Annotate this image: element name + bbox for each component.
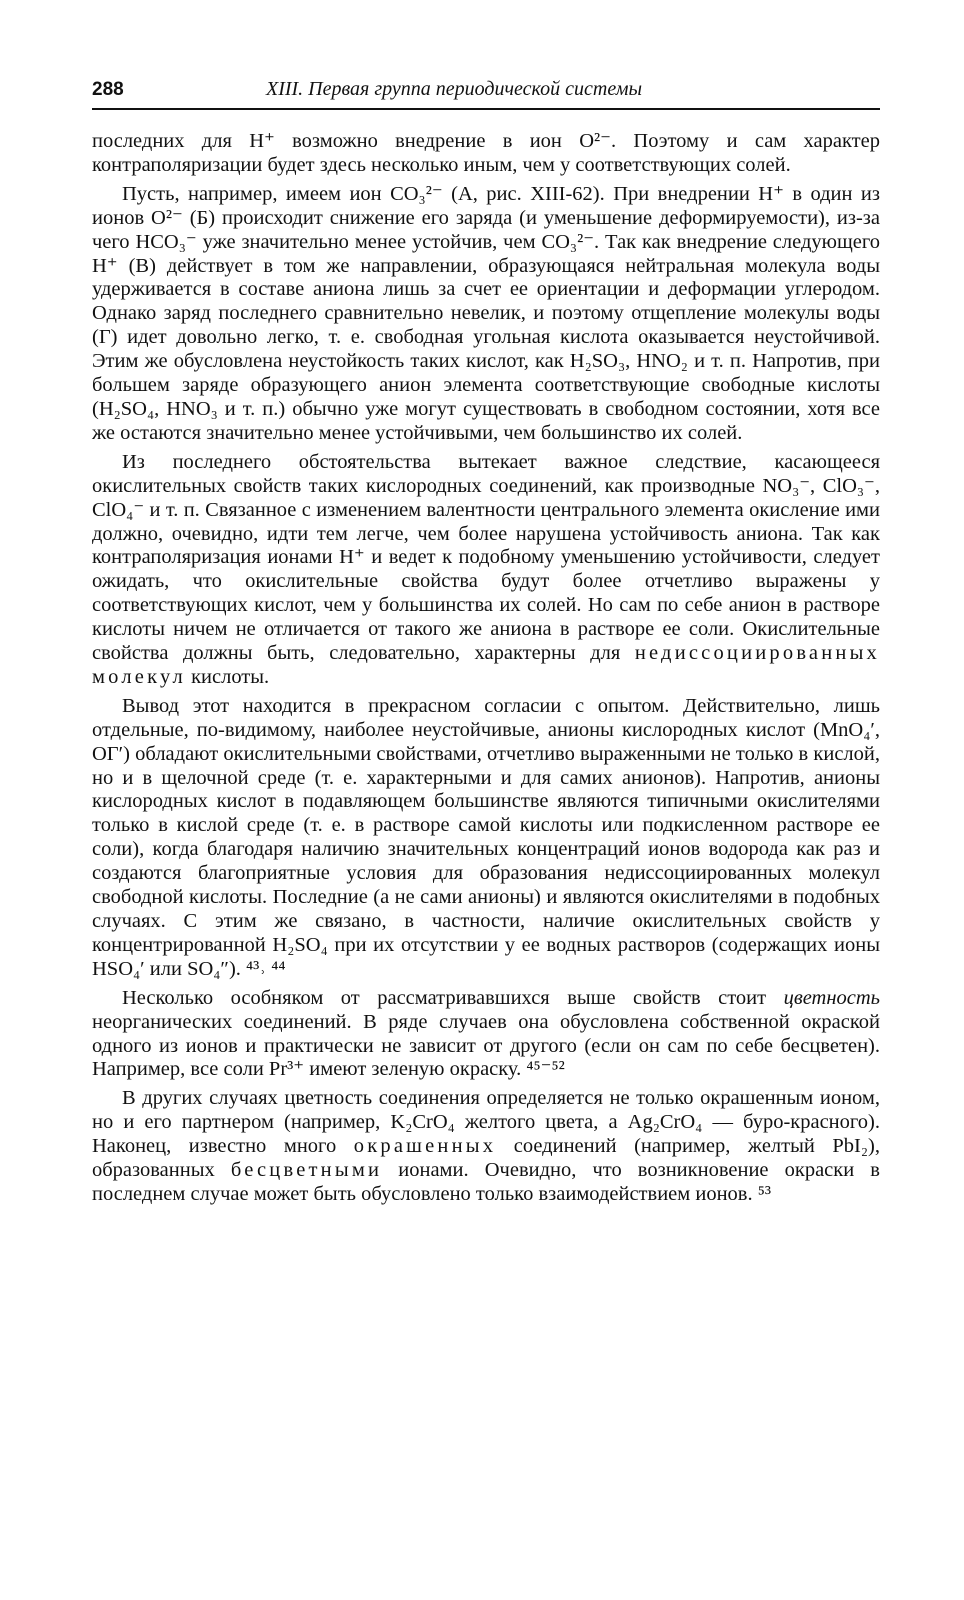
text-segment: Из последнего обстоятельства вытекает важное следствие, касающееся окислительных свойств таких кислородных соединений, как производные NO₃⁻, ClO₃⁻, ClO₄⁻ и т. п. Связанное с изменением валентности центрального элемента окисление ими должно, очевидно, идти тем легче, чем более нарушена устойчивость аниона. Так как контраполяризация ионами H⁺ и ведет к подобному уменьшению устойчивости, следует ожидать, что окислительные свойства будут более отчетливо выражены у соответствующих кислот, чем у большинства их солей. Но сам по себе анион в растворе кислоты ничем не отличается от такого же аниона в растворе ее соли. Окислительные свойства должны быть, следовательно, характерны для [92, 450, 880, 665]
text-segment: последних для H⁺ возможно внедрение в ион O²⁻. Поэтому и сам характер контраполяризации будет здесь несколько иным, чем у соответствующих солей. [92, 130, 880, 176]
paragraph-3 [92, 451, 880, 690]
text-segment: ионами. Очевидно, что возникновение окраски в последнем случае может быть обусловлено только взаимодействием ионов. ⁵³ [92, 1159, 880, 1205]
spaced-emphasis: бесцветными [230, 1159, 383, 1182]
text-segment: Пусть, например, имеем ион CO₃²⁻ (A, рис. XIII-62). При внедрении H⁺ в один из ионов O²⁻ (Б) происходит снижение его заряда (и уменьшение деформируемости), из-за чего HCO₃⁻ уже значительно менее устойчив, чем CO₃²⁻. Так как внедрение следующего H⁺ (В) действует в том же направлении, образующаяся нейтральная молекула воды удерживается в составе аниона лишь за счет ее ориентации и деформации углеродом. Однако заряд последнего сравнительно невелик, и поэтому отщепление молекулы воды (Г) идет довольно легко, т. е. свободная угольная кислота оказывается неустойчивой. Этим же обусловлена неустойкость таких кислот, как H₂SO₃, HNO₂ и т. п. Напротив, при большем заряде образующего анион элемента соответствующие свободные кислоты (H₂SO₄, HNO₃ и т. п.) обычно уже могут существовать в свободном состоянии, хотя все же остаются значительно менее устойчивыми, чем большинство их солей. [92, 182, 880, 444]
text-segment: Несколько особняком от рассматривавшихся выше свойств стоит [122, 986, 784, 1009]
spaced-emphasis: окрашенных [353, 1135, 497, 1158]
text-segment: В других случаях цветность соединения определяется не только окрашенным ионом, но и его партнером (например, K₂CrO₄ желтого цвета, а Ag₂CrO₄ — буро-красного). Наконец, известно много [92, 1087, 880, 1158]
paragraph-1 [92, 130, 880, 178]
page-header [92, 78, 880, 106]
paragraph-4 [92, 695, 880, 982]
paragraph-2 [92, 183, 880, 446]
text-segment: неорганических соединений. В ряде случаев она обусловлена собственной окраской одного из ионов и практически не зависит от другого (если он сам по себе бесцветен). Например, все соли Pr³⁺ имеют зеленую окраску. ⁴⁵⁻⁵² [92, 1010, 880, 1081]
italic-term: цветность [783, 986, 880, 1009]
page-number: 288 [92, 79, 124, 100]
header-rule [92, 108, 880, 110]
text-segment: Вывод этот находится в прекрасном согласии с опытом. Действительно, лишь отдельные, по-видимому, наиболее неустойчивые, анионы кислородных кислот (MnO₄′, OГ′) обладают окислительными свойствами, отчетливо выраженными не только в кислой, но и в щелочной среде (т. е. характерными и для самих анионов). Напротив, анионы кислородных кислот в подавляющем большинстве являются типичными окислителями только в кислой среде (т. е. в растворе самой кислоты или подкисленном растворе ее соли), когда благодаря наличию значительных концентраций ионов водорода как раз и создаются благоприятные условия для образования недиссоциированных молекул свободной кислоты. Последние (а не сами анионы) и являются окислителями в подобных случаях. С этим же связано, в частности, наличие окислительных свойств у концентрированной H₂SO₄ при их отсутствии у ее водных растворов (содержащих ионы HSO₄′ или SO₄″). ⁴³˒ ⁴⁴ [92, 694, 880, 980]
spaced-emphasis: недиссоциированных молекул [92, 642, 880, 688]
paragraph-5 [92, 987, 880, 1083]
paragraph-6 [92, 1087, 880, 1207]
text-segment: соединений (например, желтый PbI₂), образованных [92, 1135, 880, 1182]
body-text [92, 130, 880, 1207]
running-head: XIII. Первая группа периодической системы [265, 78, 642, 100]
text-segment: кислоты. [185, 665, 270, 688]
